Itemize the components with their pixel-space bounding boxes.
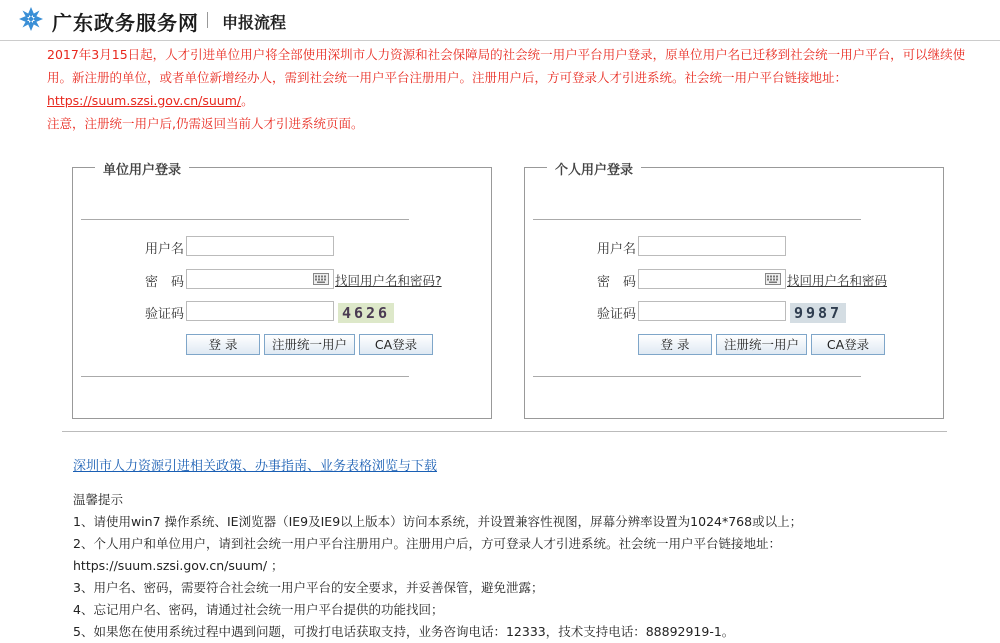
panel-divider-bottom <box>533 376 861 377</box>
username-label: 用户名 <box>597 242 637 257</box>
notice-line2: 注意，注册统一用户后,仍需返回当前人才引进系统页面。 <box>47 116 364 131</box>
header-separator <box>207 12 208 28</box>
tips-item: 1、请使用win7 操作系统、IE浏览器（IE9及IE9以上版本）访问本系统，并设置兼容性视图，屏幕分辨率设置为1024*768或以上； <box>73 514 803 529</box>
unit-password-input[interactable] <box>186 269 334 289</box>
tips-item: 3、用户名、密码，需要符合社会统一用户平台的安全要求，并妥善保管，避免泄露； <box>73 580 544 595</box>
panel-divider-bottom <box>81 376 409 377</box>
section-divider <box>62 431 947 432</box>
personal-login-panel <box>524 163 944 419</box>
unit-username-input[interactable] <box>186 236 334 256</box>
tips-title: 温馨提示 <box>73 492 124 507</box>
panel-divider-top <box>533 219 861 220</box>
keyboard-icon[interactable] <box>765 273 781 285</box>
tips-section <box>73 489 973 643</box>
unit-login-legend: 单位用户登录 <box>95 159 189 178</box>
captcha-label: 验证码 <box>597 307 637 322</box>
username-label: 用户名 <box>145 242 185 257</box>
suum-link[interactable]: https://suum.szsi.gov.cn/suum/ <box>47 93 242 108</box>
notice-line1: 2017年3月15日起，人才引进单位用户将全部使用深圳市人力资源和社会保障局的社会统一用户平台用户登录，原单位用户名已迁移到社会统一用户平台，可以继续使用。新注册的单位，或者单位新增经办人，需到社会统一用户平台注册用户。注册用户后，方可登录人才引进系统。社会统一用户平台链接地址： <box>47 47 966 85</box>
personal-register-button[interactable]: 注册统一用户 <box>716 334 807 355</box>
snowflake-logo-icon <box>18 6 44 32</box>
keyboard-icon[interactable] <box>313 273 329 285</box>
captcha-label: 验证码 <box>145 307 185 322</box>
personal-captcha-input[interactable] <box>638 301 786 321</box>
notice-text <box>47 43 967 135</box>
password-label: 密 码 <box>145 275 185 290</box>
password-label: 密 码 <box>597 275 637 290</box>
personal-captcha-image[interactable]: 9987 <box>790 303 846 323</box>
unit-forgot-link[interactable]: 找回用户名和密码? <box>335 273 442 288</box>
tips-item: 4、忘记用户名、密码，请通过社会统一用户平台提供的功能找回； <box>73 602 444 617</box>
personal-forgot-link[interactable]: 找回用户名和密码 <box>787 273 888 288</box>
personal-password-input[interactable] <box>638 269 786 289</box>
unit-captcha-input[interactable] <box>186 301 334 321</box>
unit-captcha-image[interactable]: 4626 <box>338 303 394 323</box>
unit-ca-login-button[interactable]: CA登录 <box>359 334 433 355</box>
personal-username-input[interactable] <box>638 236 786 256</box>
unit-register-button[interactable]: 注册统一用户 <box>264 334 355 355</box>
page-title: 申报流程 <box>222 13 287 32</box>
unit-login-button[interactable]: 登 录 <box>186 334 260 355</box>
personal-login-legend: 个人用户登录 <box>547 159 641 178</box>
personal-ca-login-button[interactable]: CA登录 <box>811 334 885 355</box>
panel-divider-top <box>81 219 409 220</box>
tips-item: 5、如果您在使用系统过程中遇到问题，可拨打电话获取支持，业务咨询电话：12333，技术支持电话：88892919-1。 <box>73 624 735 639</box>
page-header <box>0 0 1000 41</box>
tips-item: https://suum.szsi.gov.cn/suum/ ； <box>73 558 284 573</box>
tips-item: 2、个人用户和单位用户，请到社会统一用户平台注册用户。注册用户后，方可登录人才引进系统。社会统一用户平台链接地址： <box>73 536 781 551</box>
policy-download-link[interactable]: 深圳市人力资源引进相关政策、办事指南、业务表格浏览与下载 <box>73 459 438 474</box>
personal-login-button[interactable]: 登 录 <box>638 334 712 355</box>
unit-login-panel <box>72 163 492 419</box>
notice-link-suffix: 。 <box>241 93 254 108</box>
site-title: 广东政务服务网 <box>52 11 199 35</box>
